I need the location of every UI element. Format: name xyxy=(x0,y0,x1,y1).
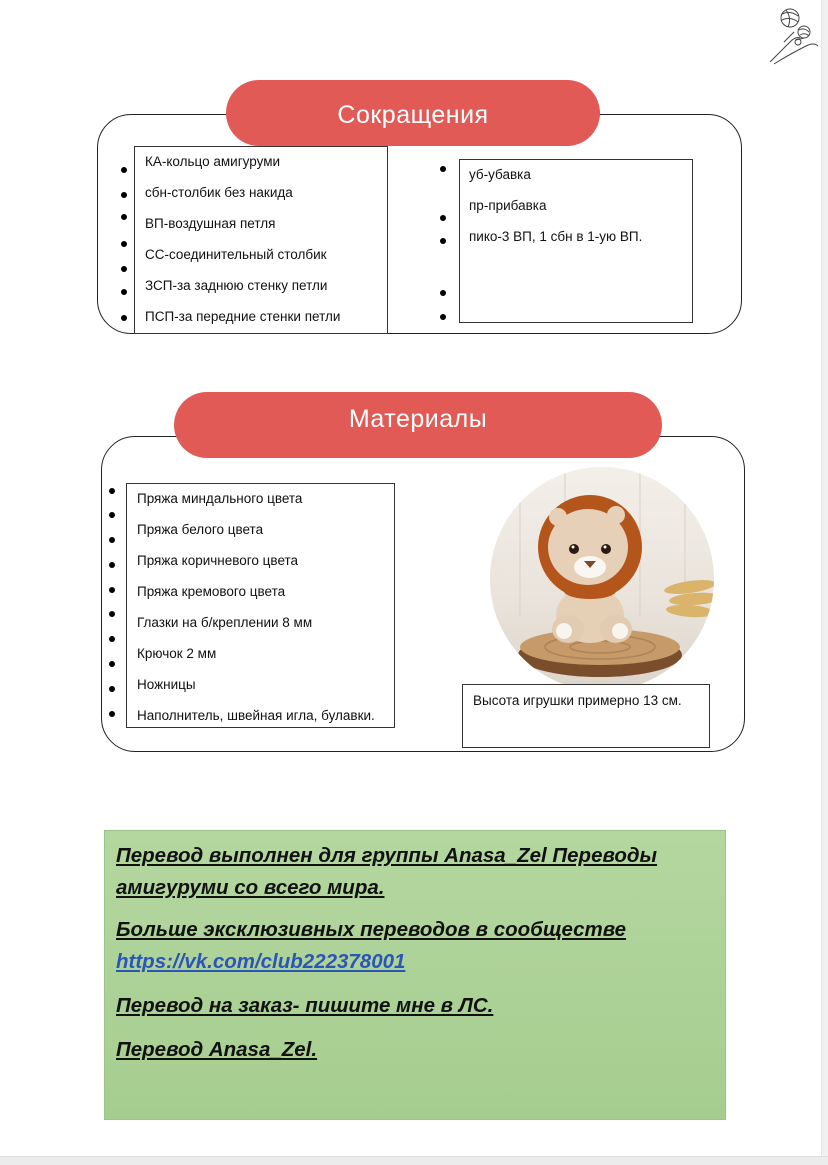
bullet-icon xyxy=(121,315,127,321)
bullet-icon xyxy=(440,314,446,320)
list-item: СС-соединительный столбик xyxy=(145,247,327,262)
bullet-icon xyxy=(121,214,127,220)
list-item: Наполнитель, швейная игла, булавки. xyxy=(137,708,375,723)
promo-line-5: Перевод Anasa_Zel. xyxy=(116,1038,318,1061)
list-item: уб-убавка xyxy=(469,167,531,182)
bullet-icon xyxy=(440,215,446,221)
bullet-icon xyxy=(109,562,115,568)
bullet-icon xyxy=(109,686,115,692)
list-item: пр-прибавка xyxy=(469,198,547,213)
abbreviations-left-list xyxy=(134,146,388,334)
list-item: пико-3 ВП, 1 сбн в 1-ую ВП. xyxy=(469,229,643,244)
bullet-icon xyxy=(109,661,115,667)
bullet-icon xyxy=(440,290,446,296)
bullet-icon xyxy=(109,636,115,642)
bullet-icon xyxy=(121,289,127,295)
list-item: Глазки на б/креплении 8 мм xyxy=(137,615,313,630)
bullet-icon xyxy=(109,587,115,593)
list-item: сбн-столбик без накида xyxy=(145,185,293,200)
promo-line-2: амигуруми со всего мира. xyxy=(116,876,385,899)
community-link[interactable]: https://vk.com/club222378001 xyxy=(116,950,406,973)
list-item: КА-кольцо амигуруми xyxy=(145,154,281,169)
bullet-icon xyxy=(121,266,127,272)
list-item: Пряжа кремового цвета xyxy=(137,584,286,599)
page-edge-bottom xyxy=(0,1156,828,1165)
bullet-icon xyxy=(109,711,115,717)
lion-toy-photo xyxy=(490,467,714,691)
bullet-icon xyxy=(121,192,127,198)
bullet-icon xyxy=(440,238,446,244)
list-item: Пряжа миндального цвета xyxy=(137,491,303,506)
bullet-icon xyxy=(109,512,115,518)
list-item: ЗСП-за заднюю стенку петли xyxy=(145,278,328,293)
bullet-icon xyxy=(109,611,115,617)
list-item: Пряжа коричневого цвета xyxy=(137,553,299,568)
list-item: Ножницы xyxy=(137,677,196,692)
list-item: Пряжа белого цвета xyxy=(137,522,264,537)
list-item: Крючок 2 мм xyxy=(137,646,217,661)
promo-line-3: Больше эксклюзивных переводов в сообществе xyxy=(116,918,627,941)
bullet-icon xyxy=(121,167,127,173)
bullet-icon xyxy=(440,166,446,172)
yarn-ball-sketch-icon xyxy=(760,2,824,68)
page-edge xyxy=(821,0,828,1165)
list-item: ВП-воздушная петля xyxy=(145,216,276,231)
bullet-icon xyxy=(109,488,115,494)
list-item: ПСП-за передние стенки петли xyxy=(145,309,341,324)
promo-line-1: Перевод выполнен для группы Anasa_Zel Переводы xyxy=(116,844,658,867)
bullet-icon xyxy=(109,537,115,543)
materials-title-text: Материалы xyxy=(348,405,488,433)
materials-title xyxy=(174,392,662,458)
bullet-icon xyxy=(121,241,127,247)
height-note: Высота игрушки примерно 13 см. xyxy=(473,693,682,708)
abbreviations-title xyxy=(226,80,600,146)
promo-block xyxy=(104,830,726,1120)
promo-line-4: Перевод на заказ- пишите мне в ЛС. xyxy=(116,994,494,1017)
abbreviations-title-text: Сокращения xyxy=(337,101,489,129)
